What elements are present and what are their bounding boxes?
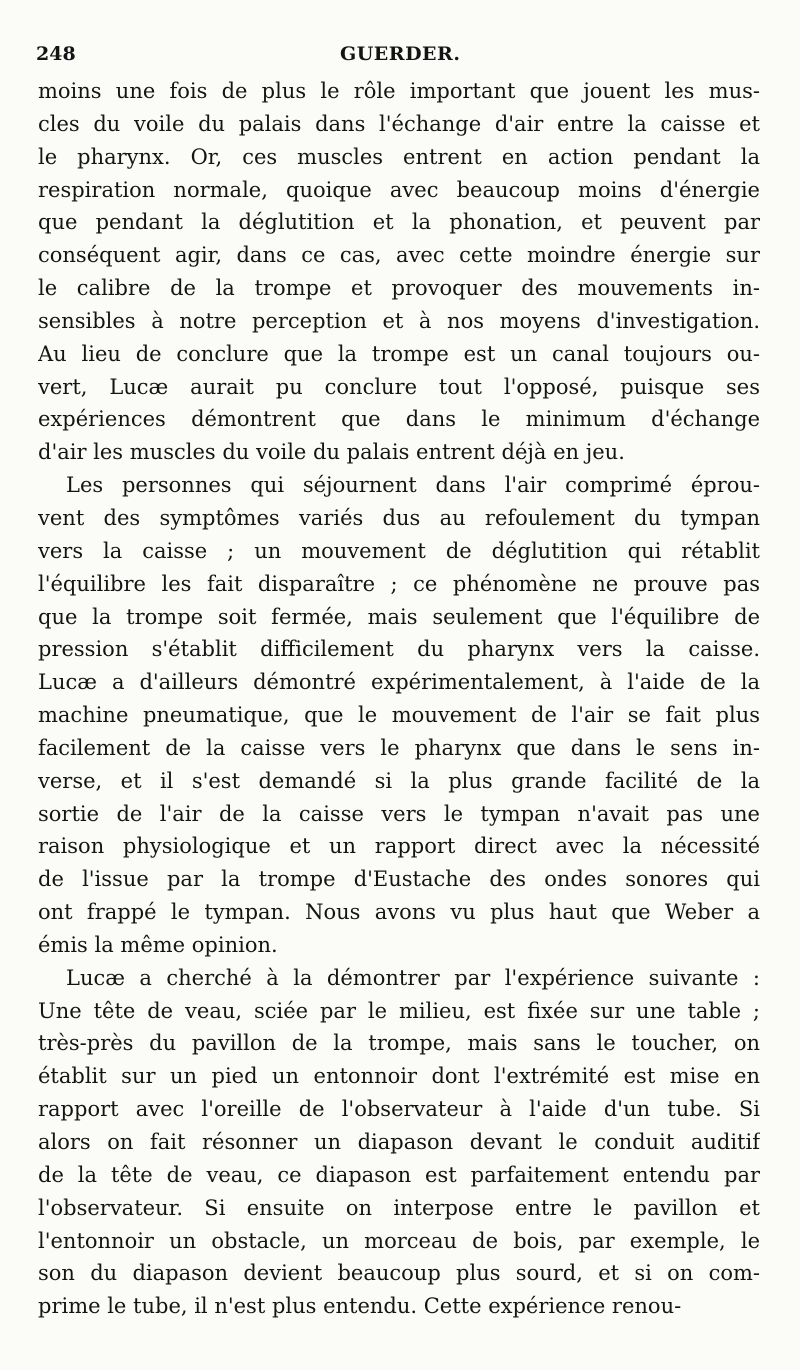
page-number: 248 <box>36 43 76 65</box>
paragraph <box>38 75 760 469</box>
text-line: que pendant la déglutition et la phonation, et peuvent par <box>38 210 760 235</box>
text-line: cles du voile du palais dans l'échange d'air entre la caisse et <box>38 111 760 136</box>
text-line: établit sur un pied un entonnoir dont l'extrémité est mise en <box>38 1064 760 1089</box>
text-line: l'entonnoir un obstacle, un morceau de bois, par exemple, le <box>38 1228 760 1253</box>
text-line: rapport avec l'oreille de l'observateur à l'aide d'un tube. Si <box>38 1097 760 1122</box>
text-line: très-près du pavillon de la trompe, mais sans le toucher, on <box>38 1031 760 1056</box>
text-line: vers la caisse ; un mouvement de déglutition qui rétablit <box>38 538 760 563</box>
text-line: machine pneumatique, que le mouvement de l'air se fait plus <box>38 703 760 728</box>
text-line: le pharynx. Or, ces muscles entrent en action pendant la <box>38 144 760 169</box>
text-line: émis la même opinion. <box>38 932 278 957</box>
text-line: Lucæ a cherché à la démontrer par l'expérience suivante : <box>66 965 760 990</box>
text-line: Au lieu de conclure que la trompe est un canal toujours ou- <box>38 341 760 366</box>
text-line: Les personnes qui séjournent dans l'air comprimé éprou- <box>66 473 760 498</box>
text-line: conséquent agir, dans ce cas, avec cette moindre énergie sur <box>38 243 760 268</box>
text-line: de l'issue par la trompe d'Eustache des ondes sonores qui <box>38 867 760 892</box>
running-head-title: GUERDER. <box>340 43 461 65</box>
text-line: d'air les muscles du voile du palais entrent déjà en jeu. <box>38 440 625 465</box>
running-head <box>36 40 760 68</box>
paragraph <box>38 962 760 1323</box>
text-line: Une tête de veau, sciée par le milieu, est fixée sur une table ; <box>38 998 760 1023</box>
text-line: moins une fois de plus le rôle important que jouent les mus- <box>38 79 760 103</box>
text-line: sortie de l'air de la caisse vers le tympan n'avait pas une <box>38 801 760 826</box>
text-line: le calibre de la trompe et provoquer des mouvements in- <box>38 276 760 301</box>
text-line: son du diapason devient beaucoup plus sourd, et si on com- <box>38 1261 760 1286</box>
text-line: sensibles à notre perception et à nos moyens d'investigation. <box>38 308 760 333</box>
text-line: Lucæ a d'ailleurs démontré expérimentalement, à l'aide de la <box>38 670 760 695</box>
text-line: pression s'établit difficilement du pharynx vers la caisse. <box>38 637 760 662</box>
text-line: l'observateur. Si ensuite on interpose entre le pavillon et <box>38 1195 760 1220</box>
text-line: expériences démontrent que dans le minimum d'échange <box>38 407 760 432</box>
text-line: vent des symptômes variés dus au refoulement du tympan <box>38 505 760 530</box>
text-line: verse, et il s'est demandé si la plus grande facilité de la <box>38 768 760 793</box>
paragraph <box>38 469 760 962</box>
body-text <box>38 75 760 1323</box>
text-line: que la trompe soit fermée, mais seulement que l'équilibre de <box>38 604 760 629</box>
text-line: respiration normale, quoique avec beaucoup moins d'énergie <box>38 177 760 202</box>
text-line: alors on fait résonner un diapason devant le conduit auditif <box>38 1130 760 1154</box>
text-line: de la tête de veau, ce diapason est parfaitement entendu par <box>38 1162 760 1187</box>
text-line: vert, Lucæ aurait pu conclure tout l'opposé, puisque ses <box>38 374 760 399</box>
text-line: raison physiologique et un rapport direct avec la nécessité <box>38 834 760 859</box>
text-line: l'équilibre les fait disparaître ; ce phénomène ne prouve pas <box>38 571 760 596</box>
text-line: ont frappé le tympan. Nous avons vu plus haut que Weber a <box>38 900 760 925</box>
text-line: facilement de la caisse vers le pharynx que dans le sens in- <box>38 735 760 760</box>
text-line: prime le tube, il n'est plus entendu. Cette expérience renou- <box>38 1294 682 1319</box>
